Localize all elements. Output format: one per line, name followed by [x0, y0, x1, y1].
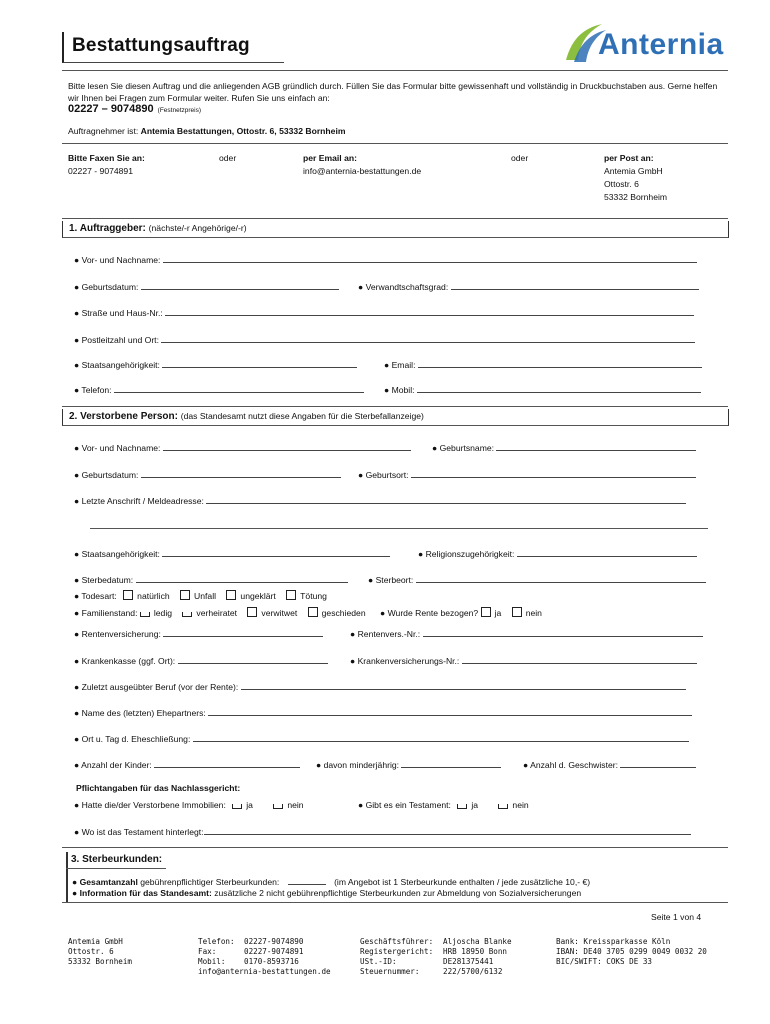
- field-label: ● Zuletzt ausgeübter Beruf (vor der Rente):: [74, 682, 239, 692]
- field-line[interactable]: [178, 655, 328, 664]
- info-label: ● Information für das Standesamt:: [72, 888, 212, 898]
- field-line[interactable]: [141, 469, 341, 478]
- logo-wordmark: Anternia: [598, 28, 724, 61]
- field-pension-nr[interactable]: [350, 628, 703, 639]
- field-line[interactable]: [416, 574, 706, 583]
- checkbox[interactable]: [457, 804, 467, 809]
- field-birthdate[interactable]: [74, 281, 339, 292]
- field-label: ● Name des (letzten) Ehepartners:: [74, 708, 206, 718]
- field-birthname[interactable]: [432, 442, 696, 453]
- checkbox[interactable]: [123, 590, 133, 600]
- email-label: per Email an:: [303, 153, 357, 163]
- checkbox[interactable]: [247, 607, 257, 617]
- probate-heading: Pflichtangaben für das Nachlassgericht:: [76, 783, 241, 793]
- checkbox[interactable]: [308, 607, 318, 617]
- field-will-location[interactable]: [74, 826, 691, 837]
- option-label: verwitwet: [261, 608, 298, 618]
- email-link[interactable]: info@anternia-bestattungen.de: [303, 166, 422, 176]
- post-address-line: Ottostr. 6: [604, 179, 639, 189]
- page-title-box: [62, 32, 284, 63]
- contractor-line: [68, 126, 345, 136]
- field-label: ● Hatte die/der Verstorbene Immobilien:: [74, 800, 226, 810]
- field-label: ● Wo ist das Testament hinterlegt:: [74, 827, 204, 837]
- checkbox[interactable]: [226, 590, 236, 600]
- field-deceased-nationality[interactable]: [74, 548, 390, 559]
- field-line[interactable]: [417, 384, 701, 393]
- field-label: ● Krankenversicherungs-Nr.:: [350, 656, 460, 666]
- field-relation[interactable]: [358, 281, 699, 292]
- field-health-insurance[interactable]: [74, 655, 328, 666]
- field-label: ● Straße und Haus-Nr.:: [74, 308, 163, 318]
- footer-line: DE281375441: [443, 957, 494, 966]
- option-label: nein: [287, 800, 304, 810]
- option-label: ja: [246, 800, 253, 810]
- checkbox[interactable]: [273, 804, 283, 809]
- field-label: ● Ort u. Tag d. Eheschließung:: [74, 734, 191, 744]
- section3-header: [66, 852, 166, 869]
- post-address-line: 53332 Bornheim: [604, 192, 668, 202]
- checkbox[interactable]: [232, 804, 242, 809]
- field-label: ● Wurde Rente bezogen?: [380, 608, 479, 618]
- section1-note: (nächste/-r Angehörige/-r): [148, 223, 247, 233]
- field-line[interactable]: [161, 334, 695, 343]
- field-line[interactable]: [165, 307, 694, 316]
- field-deathplace[interactable]: [368, 574, 706, 585]
- footer-line: Fax:: [198, 947, 217, 956]
- option-label: ledig: [153, 608, 173, 618]
- cause-of-death: [74, 590, 335, 601]
- footer-line: IBAN: DE40 3705 0299 0049 0032 20: [556, 947, 707, 956]
- page-label: Seite 1 von: [651, 912, 694, 922]
- field-street[interactable]: [74, 307, 694, 318]
- post-address-line: Antemia GmbH: [604, 166, 663, 176]
- option-label: Unfall: [194, 591, 217, 601]
- field-line[interactable]: [462, 655, 697, 664]
- field-deceased-name[interactable]: [74, 442, 411, 453]
- field-label: ● Letzte Anschrift / Meldeadresse:: [74, 496, 204, 506]
- footer-email[interactable]: info@anternia-bestattungen.de: [198, 967, 331, 976]
- section3-title: 3. Sterbeurkunden:: [71, 854, 163, 865]
- contractor-name: Antemia Bestattungen, Ottostr. 6, 53332 Bornheim: [140, 126, 346, 136]
- field-line[interactable]: [114, 384, 364, 393]
- field-spouse[interactable]: [74, 707, 692, 718]
- hotline: [68, 103, 201, 115]
- field-nationality[interactable]: [74, 359, 357, 370]
- field-health-nr[interactable]: [350, 655, 697, 666]
- field-label: ● Rentenversicherung:: [74, 629, 161, 639]
- field-email[interactable]: [384, 359, 702, 370]
- field-label: ● Vor- und Nachname:: [74, 255, 161, 265]
- field-zip[interactable]: [74, 334, 695, 345]
- field-label: ● Familienstand:: [74, 608, 138, 618]
- or-text: oder: [219, 153, 237, 163]
- section2-note: (das Standesamt nutzt diese Angaben für die Sterbefallanzeige): [180, 411, 424, 421]
- field-line[interactable]: [162, 359, 357, 368]
- field-label: ● Verwandtschaftsgrad:: [358, 282, 449, 292]
- footer-line: 02227-9074891: [244, 947, 304, 956]
- footer-contact-values: [244, 937, 303, 967]
- field-birthplace[interactable]: [358, 469, 696, 480]
- field-property: [74, 800, 304, 810]
- footer-line: Aljoscha Blanke: [443, 937, 512, 946]
- field-line[interactable]: [204, 826, 691, 835]
- field-label: ● Gesamtanzahl: [72, 877, 138, 887]
- field-line[interactable]: [241, 681, 686, 690]
- footer-line: 53332 Bornheim: [68, 957, 133, 966]
- field-line[interactable]: [193, 733, 689, 742]
- field-certificate-count[interactable]: [72, 876, 590, 887]
- field-line[interactable]: [411, 469, 696, 478]
- checkbox[interactable]: [481, 607, 491, 617]
- field-line[interactable]: [136, 574, 348, 583]
- option-label: nein: [525, 608, 542, 618]
- option-label: natürlich: [137, 591, 170, 601]
- field-label: ● Gibt es ein Testament:: [358, 800, 451, 810]
- field-line[interactable]: [401, 759, 501, 768]
- footer-line: Telefon:: [198, 937, 235, 946]
- footer-legal-values: [443, 937, 512, 977]
- field-label: ● Staatsangehörigkeit:: [74, 360, 160, 370]
- field-line[interactable]: [141, 281, 339, 290]
- page-number: [651, 912, 701, 922]
- footer-legal-labels: [360, 937, 433, 977]
- field-last-address[interactable]: [74, 495, 686, 506]
- post-label: per Post an:: [604, 153, 654, 163]
- option-label: nein: [512, 800, 529, 810]
- field-name[interactable]: [74, 254, 697, 265]
- field-label: ● Sterbeort:: [368, 575, 414, 585]
- footer-line: Registergericht:: [360, 947, 434, 956]
- footer-line: 0170-8593716: [244, 957, 299, 966]
- footer-line: Bank: Kreissparkasse Köln: [556, 937, 671, 946]
- field-label: ● Krankenkasse (ggf. Ort):: [74, 656, 176, 666]
- field-line[interactable]: [208, 707, 692, 716]
- divider: [62, 218, 728, 219]
- footer-line: Mobil:: [198, 957, 226, 966]
- field-line[interactable]: [163, 442, 411, 451]
- field-label: ● Mobil:: [384, 385, 415, 395]
- footer-line: USt.-ID:: [360, 957, 397, 966]
- field-line[interactable]: [620, 759, 696, 768]
- field-pension-insurance[interactable]: [74, 628, 323, 639]
- option-label: ungeklärt: [240, 591, 276, 601]
- section2-header: [62, 409, 729, 426]
- field-label: ● Anzahl der Kinder:: [74, 760, 152, 770]
- field-line[interactable]: [163, 254, 697, 263]
- checkbox[interactable]: [140, 612, 150, 617]
- option-label: verheiratet: [196, 608, 238, 618]
- footer-company: [68, 937, 132, 967]
- divider: [62, 847, 728, 848]
- footer-line: Ottostr. 6: [68, 947, 114, 956]
- field-children[interactable]: [74, 759, 300, 770]
- option-label: ja: [471, 800, 479, 810]
- option-label: Tötung: [300, 591, 327, 601]
- field-label: ● Staatsangehörigkeit:: [74, 549, 160, 559]
- divider: [62, 70, 728, 71]
- field-label: ● Geburtsname:: [432, 443, 495, 453]
- field-line[interactable]: [418, 359, 702, 368]
- field-label: ● Geburtsdatum:: [74, 282, 139, 292]
- field-label: ● Religionszugehörigkeit:: [418, 549, 515, 559]
- field-label: ● Sterbedatum:: [74, 575, 134, 585]
- field-label: ● Geburtsort:: [358, 470, 409, 480]
- footer-line: Geschäftsführer:: [360, 937, 434, 946]
- field-line[interactable]: [154, 759, 300, 768]
- divider: [62, 902, 728, 903]
- field-note: (im Angebot ist 1 Sterbeurkunde enthalten / jede zusätzliche 10,- €): [334, 877, 591, 887]
- contractor-label: Auftragnehmer ist:: [68, 126, 139, 136]
- section1-header: [62, 221, 729, 238]
- footer-line: 02227-9074890: [244, 937, 304, 946]
- field-label: ● Postleitzahl und Ort:: [74, 335, 159, 345]
- field-line[interactable]: [206, 495, 686, 504]
- field-siblings[interactable]: [523, 759, 696, 770]
- field-deceased-birthdate[interactable]: [74, 469, 341, 480]
- fax-label: Bitte Faxen Sie an:: [68, 153, 145, 163]
- field-phone[interactable]: [74, 384, 364, 395]
- footer-line: HRB 18950 Bonn: [443, 947, 508, 956]
- checkbox[interactable]: [498, 804, 508, 809]
- field-line[interactable]: [288, 876, 326, 885]
- info-text: zusätzliche 2 nicht gebührenpflichtige Sterbeurkunden zur Abmeldung von Sozialversicherungen: [214, 888, 582, 898]
- field-label: ● davon minderjährig:: [316, 760, 400, 770]
- checkbox[interactable]: [512, 607, 522, 617]
- field-will: [358, 800, 529, 810]
- option-label: ja: [494, 608, 502, 618]
- field-label: ● Telefon:: [74, 385, 112, 395]
- intro-text: Bitte lesen Sie diesen Auftrag und die anliegenden AGB gründlich durch. Füllen Sie das Formular bitte gewissenhaft und vollständig in Druckbuchstaben aus. Gerne helfen wir Ihnen bei Fragen zum Formular weiter. Rufen Sie uns einfach an:: [68, 81, 718, 103]
- field-label: ● Geburtsdatum:: [74, 470, 139, 480]
- checkbox[interactable]: [286, 590, 296, 600]
- field-line[interactable]: [517, 548, 697, 557]
- post-contact: [604, 152, 667, 204]
- field-label: ● Anzahl d. Geschwister:: [523, 760, 618, 770]
- footer-line: BIC/SWIFT: COKS DE 33: [556, 957, 653, 966]
- field-line[interactable]: [423, 628, 703, 637]
- field-line[interactable]: [451, 281, 699, 290]
- field-label: ● Email:: [384, 360, 416, 370]
- page-count: 4: [696, 912, 702, 922]
- option-label: geschieden: [321, 608, 366, 618]
- footer-line: Antemia GmbH: [68, 937, 123, 946]
- field-last-job[interactable]: [74, 681, 686, 692]
- email-contact: [303, 152, 421, 178]
- fax-number[interactable]: 02227 - 9074891: [68, 166, 133, 176]
- footer-line: 222/5700/6132: [443, 967, 503, 976]
- field-deathdate[interactable]: [74, 574, 348, 585]
- fax-contact: [68, 152, 145, 178]
- checkbox[interactable]: [182, 612, 192, 617]
- field-marriage[interactable]: [74, 733, 689, 744]
- page-title: Bestattungsauftrag: [72, 35, 250, 56]
- divider: [62, 143, 728, 144]
- section1-title: 1. Auftraggeber:: [69, 223, 146, 234]
- field-label: ● Todesart:: [74, 591, 117, 601]
- field-line[interactable]: [496, 442, 696, 451]
- hotline-number: 02227 – 9074890: [68, 103, 154, 115]
- field-line[interactable]: [90, 528, 708, 529]
- field-mobile[interactable]: [384, 384, 701, 395]
- or-text: oder: [511, 153, 529, 163]
- footer-line: Steuernummer:: [360, 967, 420, 976]
- field-line[interactable]: [162, 548, 390, 557]
- marital-status: [74, 607, 542, 618]
- field-minors[interactable]: [316, 759, 501, 770]
- field-label: gebührenpflichtiger Sterbeurkunden:: [140, 877, 280, 887]
- company-logo: [562, 18, 732, 68]
- field-label: ● Rentenvers.-Nr.:: [350, 629, 421, 639]
- section2-title: 2. Verstorbene Person:: [69, 411, 178, 422]
- field-religion[interactable]: [418, 548, 697, 559]
- field-label: ● Vor- und Nachname:: [74, 443, 161, 453]
- footer-bank: [556, 937, 707, 967]
- hotline-note: (Festnetzpreis): [157, 107, 202, 114]
- registry-info: [72, 888, 581, 898]
- checkbox[interactable]: [180, 590, 190, 600]
- divider: [62, 406, 728, 407]
- field-line[interactable]: [163, 628, 323, 637]
